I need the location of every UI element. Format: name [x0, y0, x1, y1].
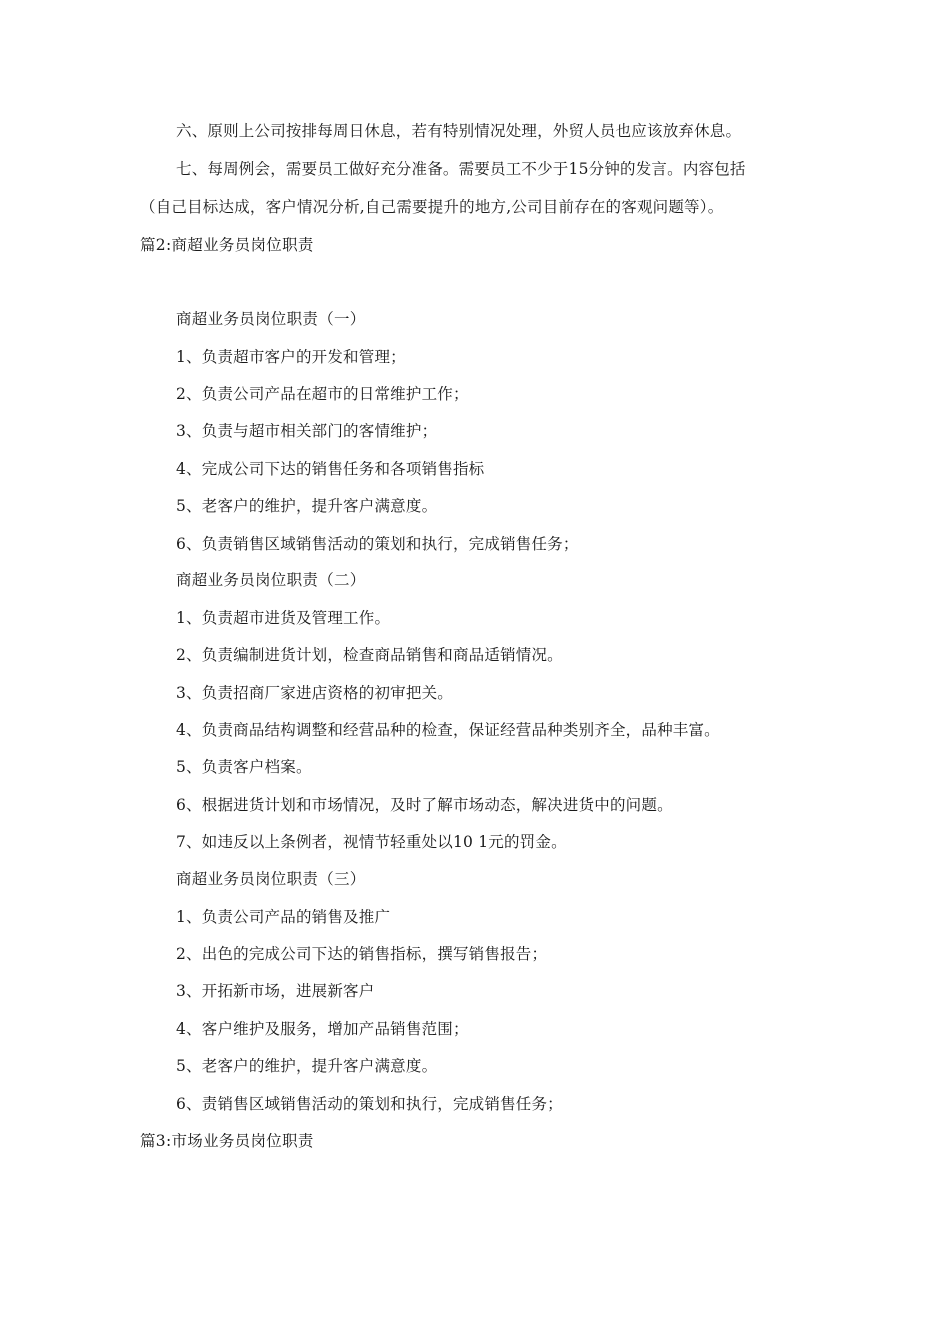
section-3-item: 1、负责公司产品的销售及推广 [176, 908, 391, 926]
paragraph-7-line-1: 七、每周例会，需要员工做好充分准备。需要员工不少于15分钟的发言。内容包括 [176, 160, 746, 178]
section-3-item: 3、开拓新市场，进展新客户 [176, 982, 375, 1000]
section-2-item: 6、根据进货计划和市场情况，及时了解市场动态，解决进货中的问题。 [176, 796, 673, 814]
section-3-item: 2、出色的完成公司下达的销售指标，撰写销售报告； [176, 945, 548, 963]
section-1-item: 2、负责公司产品在超市的日常维护工作； [176, 385, 469, 403]
section-2-item: 2、负责编制进货计划，检查商品销售和商品适销情况。 [176, 646, 563, 664]
section-1-item: 1、负责超市客户的开发和管理； [176, 348, 406, 366]
section-2-item: 4、负责商品结构调整和经营品种的检查，保证经营品种类别齐全，品种丰富。 [176, 721, 720, 739]
section-1-heading: 商超业务员岗位职责（一） [176, 310, 366, 328]
section-3-item: 5、老客户的维护，提升客户满意度。 [176, 1057, 438, 1075]
section-1-item: 6、负责销售区域销售活动的策划和执行，完成销售任务； [176, 535, 579, 553]
section-2-heading: 商超业务员岗位职责（二） [176, 571, 366, 589]
section-1-item: 4、完成公司下达的销售任务和各项销售指标 [176, 460, 485, 478]
paragraph-6: 六、原则上公司按排每周日休息，若有特别情况处理，外贸人员也应该放弃休息。 [176, 122, 742, 140]
article-2-title: 篇2:商超业务员岗位职责 [140, 236, 314, 254]
section-2-item: 7、如违反以上条例者，视情节轻重处以10 1元的罚金。 [176, 833, 567, 851]
section-1-item: 5、老客户的维护，提升客户满意度。 [176, 497, 438, 515]
section-2-item: 1、负责超市进货及管理工作。 [176, 609, 391, 627]
section-2-item: 3、负责招商厂家进店资格的初审把关。 [176, 684, 453, 702]
section-2-item: 5、负责客户档案。 [176, 758, 312, 776]
section-1-item: 3、负责与超市相关部门的客情维护； [176, 422, 438, 440]
section-3-item: 4、客户维护及服务，增加产品销售范围； [176, 1020, 469, 1038]
article-3-title: 篇3:市场业务员岗位职责 [140, 1132, 314, 1150]
section-3-heading: 商超业务员岗位职责（三） [176, 870, 366, 888]
section-3-item: 6、责销售区域销售活动的策划和执行，完成销售任务； [176, 1095, 563, 1113]
paragraph-7-line-2: （自己目标达成，客户情况分析,自己需要提升的地方,公司目前存在的客观问题等）。 [140, 198, 724, 216]
